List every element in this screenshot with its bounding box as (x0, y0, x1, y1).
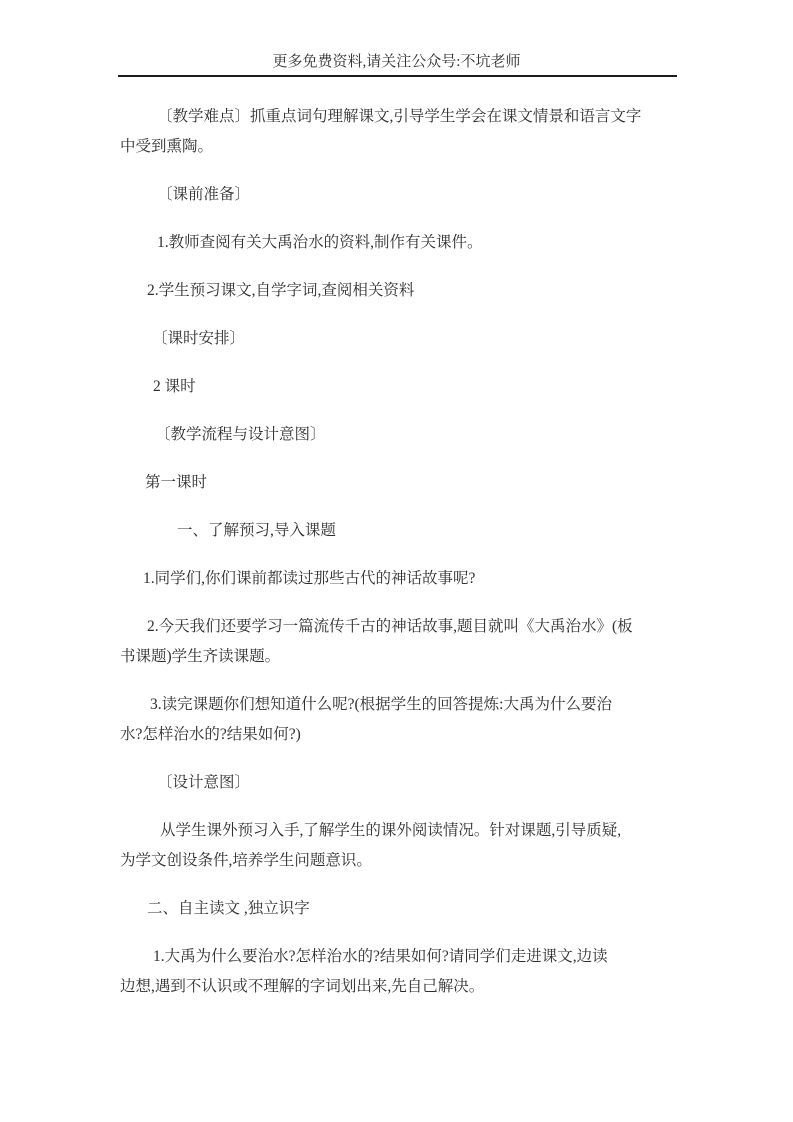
paragraph-line: 为学文创设条件,培养学生问题意识。 (120, 852, 372, 869)
paragraph-line: 〔课前准备〕 (157, 186, 251, 203)
header-divider-line (118, 75, 677, 77)
paragraph-line: 书课题)学生齐读课题。 (120, 648, 281, 665)
paragraph (120, 612, 673, 672)
paragraph (120, 468, 673, 498)
paragraph (120, 228, 673, 258)
paragraph-line: 边想,遇到不认识或不理解的字词划出来,先自己解决。 (120, 978, 485, 995)
paragraph-line: 一、了解预习,导入课题 (177, 522, 336, 539)
paragraph-line: 〔教学流程与设计意图〕 (155, 426, 326, 443)
paragraph (120, 180, 673, 210)
paragraph-line: 〔教学难点〕抓重点词句理解课文,引导学生学会在课文情景和语言文字 (157, 108, 642, 125)
paragraph (120, 324, 673, 354)
paragraph-line: 2.今天我们还要学习一篇流传千古的神话故事,题目就叫《大禹治水》(板 (147, 618, 633, 635)
paragraph (120, 420, 673, 450)
paragraph-line: 2 课时 (153, 378, 196, 395)
paragraph-line: 第一课时 (145, 474, 208, 491)
paragraph (120, 564, 673, 594)
paragraph (120, 768, 673, 798)
paragraph-line: 水?怎样治水的?结果如何?) (120, 726, 301, 743)
paragraph-line: 〔设计意图〕 (157, 774, 251, 791)
paragraph-line: 3.读完课题你们想知道什么呢?(根据学生的回答提炼:大禹为什么要治 (150, 696, 612, 713)
paragraph-line: 1.同学们,你们课前都读过那些古代的神话故事呢? (143, 570, 476, 587)
page-header-text: 更多免费资料,请关注公众号:不坑老师 (272, 54, 521, 70)
paragraph-line: 从学生课外预习入手,了解学生的课外阅读情况。针对课题,引导质疑, (160, 822, 622, 839)
paragraph (120, 816, 673, 876)
paragraph (120, 894, 673, 924)
paragraph-line: 2.学生预习课文,自学字词,查阅相关资料 (147, 282, 415, 299)
paragraph-line: 1.教师查阅有关大禹治水的资料,制作有关课件。 (157, 234, 483, 251)
document-body (120, 102, 673, 1020)
paragraph-line: 〔课时安排〕 (152, 330, 246, 347)
paragraph (120, 690, 673, 750)
paragraph (120, 102, 673, 162)
paragraph (120, 276, 673, 306)
paragraph (120, 942, 673, 1002)
paragraph-line: 1.大禹为什么要治水?怎样治水的?结果如何?请同学们走进课文,边读 (153, 948, 608, 965)
paragraph (120, 516, 673, 546)
paragraph-line: 二、自主读文 ,独立识字 (147, 900, 310, 917)
paragraph (120, 372, 673, 402)
paragraph-line: 中受到熏陶。 (120, 138, 214, 155)
